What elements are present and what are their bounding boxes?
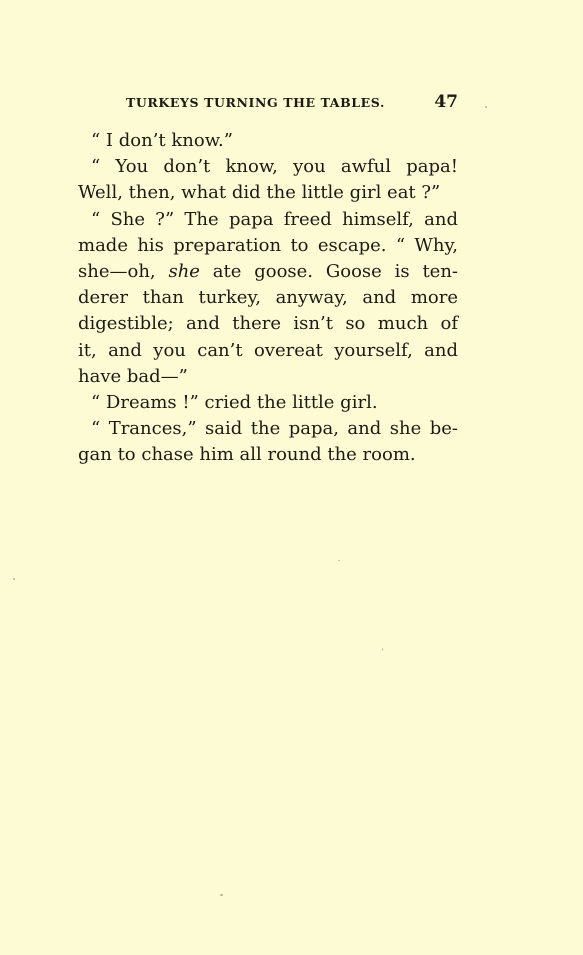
- text-line: Well, then, what did the little girl eat ?”: [78, 182, 441, 204]
- text-line: made his preparation to escape. “ Why,: [78, 234, 458, 256]
- running-title: TURKEYS TURNING THE TABLES.: [126, 95, 385, 110]
- text-line: derer than turkey, anyway, and more: [78, 287, 458, 309]
- text-line: digestible; and there isn’t so much of: [78, 313, 458, 335]
- emphasis: she: [168, 260, 200, 282]
- text-line: have bad—”: [78, 365, 188, 387]
- paper-speck: [220, 894, 223, 896]
- text-line: it, and you can’t overeat yourself, and: [78, 339, 458, 361]
- text-line: “ Dreams !” cried the little girl.: [91, 391, 378, 413]
- text-line: she—oh, she ate goose. Goose is ten-: [78, 260, 459, 282]
- text-line: “ Trances,” said the papa, and she be-: [91, 418, 458, 440]
- running-head: [126, 92, 458, 114]
- text-line: “ I don’t know.”: [91, 130, 233, 151]
- text-line: “ You don’t know, you awful papa!: [91, 156, 458, 178]
- paper-speck: [13, 578, 15, 580]
- paper-speck: [382, 648, 383, 651]
- text-line: gan to chase him all round the room.: [78, 444, 416, 466]
- body-text: [78, 128, 458, 468]
- text-line: “ She ?” The papa freed himself, and: [91, 208, 458, 230]
- page-number: 47: [434, 92, 458, 112]
- paper-speck: [485, 106, 487, 108]
- paper-speck: [338, 560, 340, 561]
